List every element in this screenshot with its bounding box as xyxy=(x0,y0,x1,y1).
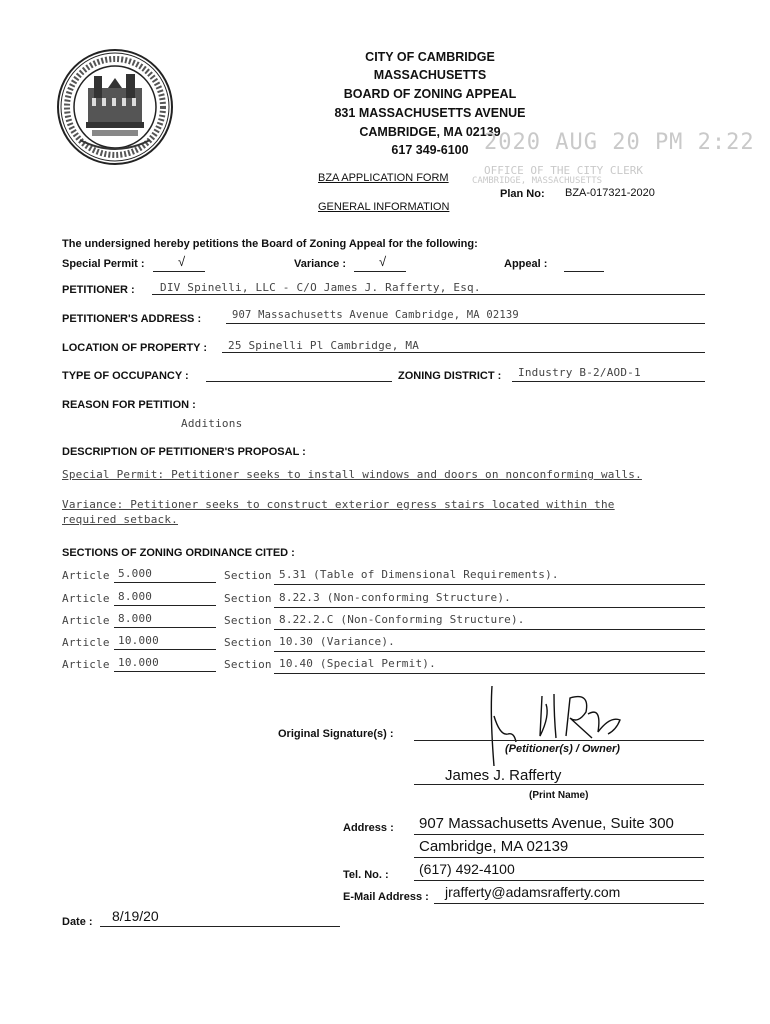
date-rule xyxy=(100,926,340,927)
received-stamp-date: 2020 AUG 20 PM 2:22 xyxy=(484,130,755,155)
description-label: DESCRIPTION OF PETITIONER'S PROPOSAL : xyxy=(62,446,306,458)
printed-name-line xyxy=(414,784,704,785)
tel-value: (617) 492-4100 xyxy=(419,861,515,877)
section-row xyxy=(0,566,770,588)
header-board: BOARD OF ZONING APPEAL xyxy=(343,87,517,101)
article-word: Article xyxy=(62,569,110,582)
article-number: 10.000 xyxy=(118,656,159,669)
form-title: BZA APPLICATION FORM xyxy=(318,172,449,184)
date-label: Date : xyxy=(62,916,93,928)
section-line xyxy=(274,629,705,630)
zoning-district-label: ZONING DISTRICT : xyxy=(398,370,502,382)
address-label: Address : xyxy=(343,822,394,834)
zoning-district-line xyxy=(512,381,705,382)
appeal-label: Appeal : xyxy=(504,258,548,270)
date-value: 8/19/20 xyxy=(112,908,159,924)
occupancy-line xyxy=(206,381,392,382)
section-line xyxy=(274,673,705,674)
address-line-2-rule xyxy=(414,857,704,858)
article-word: Article xyxy=(62,636,110,649)
special-permit-label: Special Permit : xyxy=(62,258,145,270)
occupancy-label: TYPE OF OCCUPANCY : xyxy=(62,370,189,382)
special-permit-line xyxy=(153,271,205,272)
reason-label: REASON FOR PETITION : xyxy=(62,399,196,411)
article-line xyxy=(114,582,216,583)
section-text: 5.31 (Table of Dimensional Requirements). xyxy=(279,568,559,581)
section-word: Section xyxy=(224,592,272,605)
section-text: 8.22.3 (Non-conforming Structure). xyxy=(279,591,511,604)
petitioner-address-line xyxy=(226,323,705,324)
email-label: E-Mail Address : xyxy=(343,891,429,903)
variance-label: Variance : xyxy=(294,258,346,270)
location-value: 25 Spinelli Pl Cambridge, MA xyxy=(228,339,420,352)
address-line-2: Cambridge, MA 02139 xyxy=(419,838,569,855)
print-name-caption: (Print Name) xyxy=(529,790,589,801)
section-line xyxy=(274,651,705,652)
tel-label: Tel. No. : xyxy=(343,869,389,881)
special-permit-check: √ xyxy=(178,254,186,269)
description-line-2: Variance: Petitioner seeks to construct exterior egress stairs located within the xyxy=(62,498,615,511)
address-line-1: 907 Massachusetts Avenue, Suite 300 xyxy=(419,815,674,832)
section-text: 8.22.2.C (Non-Conforming Structure). xyxy=(279,613,525,626)
signature-caption: (Petitioner(s) / Owner) xyxy=(505,743,620,755)
article-line xyxy=(114,605,216,606)
section-row xyxy=(0,633,770,655)
article-line xyxy=(114,671,216,672)
location-line xyxy=(222,352,705,353)
sections-label: SECTIONS OF ZONING ORDINANCE CITED : xyxy=(62,547,295,559)
section-line xyxy=(274,607,705,608)
section-row xyxy=(0,655,770,677)
received-stamp-office: OFFICE OF THE CITY CLERK xyxy=(484,164,643,177)
received-stamp-city: CAMBRIDGE, MASSACHUSETTS xyxy=(472,176,603,186)
zoning-district-value: Industry B-2/AOD-1 xyxy=(518,366,641,379)
variance-line xyxy=(354,271,406,272)
printed-name: James J. Rafferty xyxy=(445,767,562,784)
tel-rule xyxy=(414,880,704,881)
location-label: LOCATION OF PROPERTY : xyxy=(62,342,208,354)
intro-text: The undersigned hereby petitions the Board of Zoning Appeal for the following: xyxy=(62,238,478,250)
article-number: 8.000 xyxy=(118,590,153,603)
section-row xyxy=(0,589,770,611)
section-word: Section xyxy=(224,636,272,649)
description-line-3: required setback. xyxy=(62,513,178,526)
signature-line xyxy=(414,740,704,741)
header-state: MASSACHUSETTS xyxy=(373,68,487,82)
article-number: 10.000 xyxy=(118,634,159,647)
article-number: 8.000 xyxy=(118,612,153,625)
petitioner-address-label: PETITIONER'S ADDRESS : xyxy=(62,313,202,325)
section-word: Section xyxy=(224,569,272,582)
article-word: Article xyxy=(62,592,110,605)
header-phone: 617 349-6100 xyxy=(391,143,469,157)
reason-value: Additions xyxy=(181,417,243,430)
plan-no-value: BZA-017321-2020 xyxy=(565,187,655,199)
petitioner-value: DIV Spinelli, LLC - C/O James J. Rafferty, Esq. xyxy=(160,281,481,294)
email-rule xyxy=(434,903,704,904)
article-line xyxy=(114,649,216,650)
article-line xyxy=(114,627,216,628)
section-line xyxy=(274,584,705,585)
form-subtitle: GENERAL INFORMATION xyxy=(318,201,450,213)
signature-label: Original Signature(s) : xyxy=(278,728,394,740)
petitioner-line xyxy=(152,294,705,295)
article-word: Article xyxy=(62,658,110,671)
plan-no-label: Plan No: xyxy=(500,188,545,200)
section-word: Section xyxy=(224,658,272,671)
header-city: CITY OF CAMBRIDGE xyxy=(365,50,495,64)
header-city-zip: CAMBRIDGE, MA 02139 xyxy=(359,125,501,139)
description-line-1: Special Permit: Petitioner seeks to install windows and doors on nonconforming walls. xyxy=(62,468,642,481)
section-word: Section xyxy=(224,614,272,627)
address-line-1-rule xyxy=(414,834,704,835)
article-number: 5.000 xyxy=(118,567,153,580)
appeal-line xyxy=(564,271,604,272)
petitioner-label: PETITIONER : xyxy=(62,284,135,296)
article-word: Article xyxy=(62,614,110,627)
section-text: 10.30 (Variance). xyxy=(279,635,395,648)
section-text: 10.40 (Special Permit). xyxy=(279,657,436,670)
petitioner-address-value: 907 Massachusetts Avenue Cambridge, MA 02139 xyxy=(232,309,519,321)
variance-check: √ xyxy=(379,254,387,269)
handwritten-signature xyxy=(470,676,640,772)
city-seal xyxy=(56,48,174,166)
header-street: 831 MASSACHUSETTS AVENUE xyxy=(334,106,526,120)
email-value: jrafferty@adamsrafferty.com xyxy=(445,884,621,900)
section-row xyxy=(0,611,770,633)
